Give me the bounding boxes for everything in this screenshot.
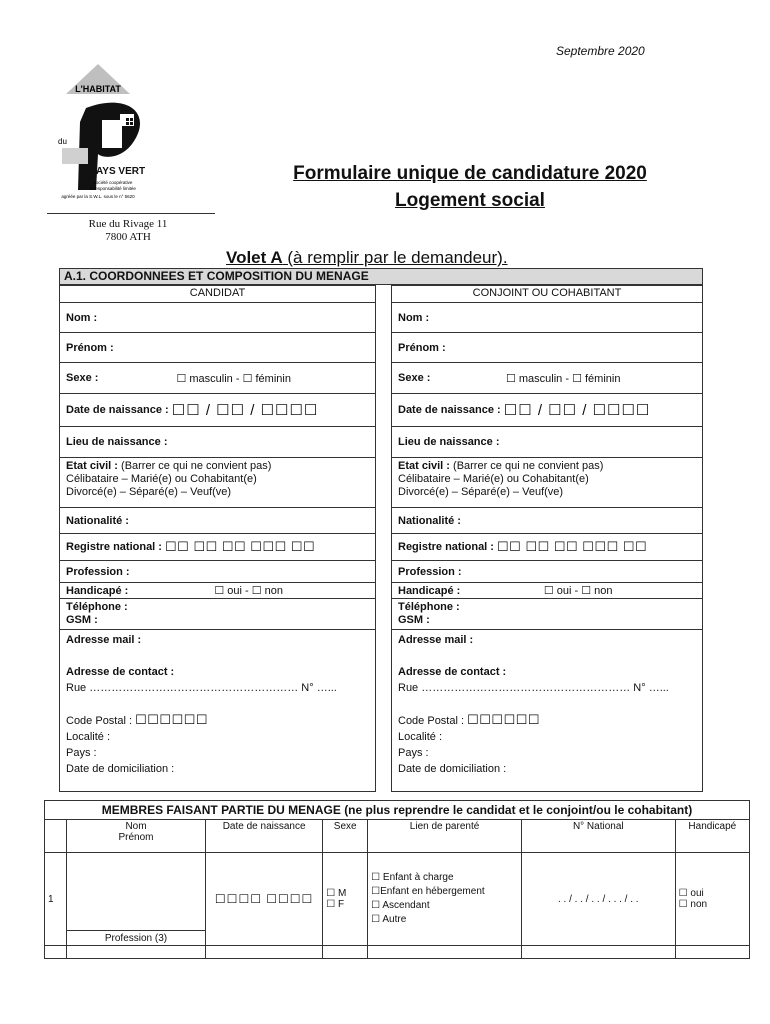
candidat-sexe-options[interactable]: ☐ masculin - ☐ féminin [176, 372, 291, 385]
conjoint-cp-boxes[interactable]: ☐☐☐☐☐☐ [467, 712, 541, 727]
member-sexe-cell[interactable]: ☐ M ☐ F [323, 853, 368, 946]
conjoint-ddn-field[interactable]: Date de naissance : ☐☐ / ☐☐ / ☐☐☐☐ [392, 394, 702, 427]
svg-text:société coopérative: société coopérative [93, 180, 133, 185]
conjoint-handicape-field[interactable]: Handicapé : ☐ oui - ☐ non [392, 583, 702, 599]
divider [47, 213, 215, 214]
svg-text:à responsabilité limitée: à responsabilité limitée [90, 186, 136, 191]
conjoint-tel-field[interactable]: Téléphone : GSM : [392, 599, 702, 630]
form-title-line2: Logement social [395, 190, 545, 211]
conjoint-sexe-options[interactable]: ☐ masculin - ☐ féminin [505, 372, 621, 385]
candidat-handicape-options[interactable]: ☐ oui - ☐ non [214, 585, 283, 597]
table-row [45, 853, 750, 931]
conjoint-contact-block[interactable]: Adresse mail : Adresse de contact : Rue ………………………………………………… N° …... Code Postal : ☐☐☐☐☐☐ Localité : Pays : Date de domiciliation : [398, 634, 669, 775]
section-title: A.1. COORDONNEES ET COMPOSITION DU MENAGE [59, 268, 703, 285]
member-profession-cell[interactable]: Profession (3) [66, 931, 205, 946]
svg-text:L'HABITAT: L'HABITAT [75, 84, 121, 94]
conjoint-sexe-field[interactable]: Sexe : ☐ masculin - ☐ féminin [392, 363, 702, 394]
candidat-lieu-field[interactable]: Lieu de naissance : [60, 427, 375, 458]
conjoint-lieu-field[interactable]: Lieu de naissance : [392, 427, 702, 458]
svg-text:AYS VERT: AYS VERT [96, 166, 146, 177]
col-lien: Lien de parenté [368, 820, 522, 853]
members-table [44, 800, 750, 959]
candidat-cp-boxes[interactable]: ☐☐☐☐☐☐ [135, 712, 209, 727]
candidat-sexe-field[interactable]: Sexe : ☐ masculin - ☐ féminin [60, 363, 375, 394]
candidat-registre-field[interactable]: Registre national : ☐☐ ☐☐ ☐☐ ☐☐☐ ☐☐ [60, 534, 375, 561]
conjoint-prenom-field[interactable]: Prénom : [392, 333, 702, 363]
candidat-profession-field[interactable]: Profession : [60, 561, 375, 583]
candidat-etat-civil-field[interactable]: Etat civil : (Barrer ce qui ne convient pas) Célibataire – Marié(e) ou Cohabitant(e) Divorcé(e) – Séparé(e) – Veuf(ve) [60, 458, 375, 508]
candidat-header: CANDIDAT [60, 286, 375, 303]
members-title: MEMBRES FAISANT PARTIE DU MENAGE (ne plus reprendre le candidat et le conjoint/ou le cohabitant) [45, 801, 750, 820]
svg-text:du: du [58, 137, 67, 146]
candidat-ddn-field[interactable]: Date de naissance : ☐☐ / ☐☐ / ☐☐☐☐ [60, 394, 375, 427]
conjoint-column [391, 285, 703, 792]
col-handicape: Handicapé [675, 820, 749, 853]
conjoint-registre-field[interactable]: Registre national : ☐☐ ☐☐ ☐☐ ☐☐☐ ☐☐ [392, 534, 702, 561]
member-ddn-cell[interactable]: ☐☐☐☐ ☐☐☐☐ [206, 853, 323, 946]
candidat-nom-field[interactable]: Nom : [60, 303, 375, 333]
candidat-nationalite-field[interactable]: Nationalité : [60, 508, 375, 534]
conjoint-nationalite-field[interactable]: Nationalité : [392, 508, 702, 534]
conjoint-profession-field[interactable]: Profession : [392, 561, 702, 583]
candidat-contact-block[interactable]: Adresse mail : Adresse de contact : Rue ………………………………………………… N° …... Code Postal : ☐☐☐☐☐☐ Localité : Pays : Date de domiciliation : [66, 634, 337, 775]
form-title [260, 160, 680, 214]
col-ddn: Date de naissance [206, 820, 323, 853]
svg-text:agréée par la S.W.L. sous le n: agréée par la S.W.L. sous le n° 5620 [61, 194, 135, 199]
volet-heading [226, 248, 508, 268]
member-handicape-cell[interactable]: ☐ oui ☐ non [675, 853, 749, 946]
conjoint-header: CONJOINT OU COHABITANT [392, 286, 702, 303]
candidat-tel-field[interactable]: Téléphone : GSM : [60, 599, 375, 630]
volet-label: Volet A [226, 248, 283, 267]
address-street: Rue du Rivage 11 [88, 218, 168, 230]
logo [58, 62, 168, 212]
candidat-prenom-field[interactable]: Prénom : [60, 333, 375, 363]
col-nom: Nom Prénom [66, 820, 205, 853]
candidat-column [59, 285, 376, 792]
candidat-registre-boxes[interactable]: ☐☐ ☐☐ ☐☐ ☐☐☐ ☐☐ [165, 539, 316, 554]
conjoint-ddn-boxes[interactable]: ☐☐ / ☐☐ / ☐☐☐☐ [503, 402, 651, 419]
candidat-ddn-boxes[interactable]: ☐☐ / ☐☐ / ☐☐☐☐ [171, 402, 319, 419]
conjoint-handicape-options[interactable]: ☐ oui - ☐ non [543, 585, 613, 597]
col-nn: N° National [521, 820, 675, 853]
conjoint-registre-boxes[interactable]: ☐☐ ☐☐ ☐☐ ☐☐☐ ☐☐ [497, 539, 648, 554]
form-title-line1: Formulaire unique de candidature 2020 [293, 163, 647, 184]
col-sexe: Sexe [323, 820, 368, 853]
member-nn-cell[interactable]: . . / . . / . . / . . . / . . [521, 853, 675, 946]
member-nom-cell[interactable] [66, 853, 205, 931]
conjoint-nom-field[interactable]: Nom : [392, 303, 702, 333]
address [58, 218, 198, 244]
volet-note: (à remplir par le demandeur). [282, 248, 508, 267]
address-city: 7800 ATH [105, 231, 151, 243]
row-number: 1 [45, 853, 67, 946]
document-date: Septembre 2020 [556, 44, 645, 58]
conjoint-etat-civil-field[interactable]: Etat civil : (Barrer ce qui ne convient pas) Célibataire – Marié(e) ou Cohabitant(e) Divorcé(e) – Séparé(e) – Veuf(ve) [392, 458, 702, 508]
member-lien-cell[interactable]: ☐ Enfant à charge ☐Enfant en hébergement ☐ Ascendant ☐ Autre [368, 853, 522, 946]
candidat-handicape-field[interactable]: Handicapé : ☐ oui - ☐ non [60, 583, 375, 599]
